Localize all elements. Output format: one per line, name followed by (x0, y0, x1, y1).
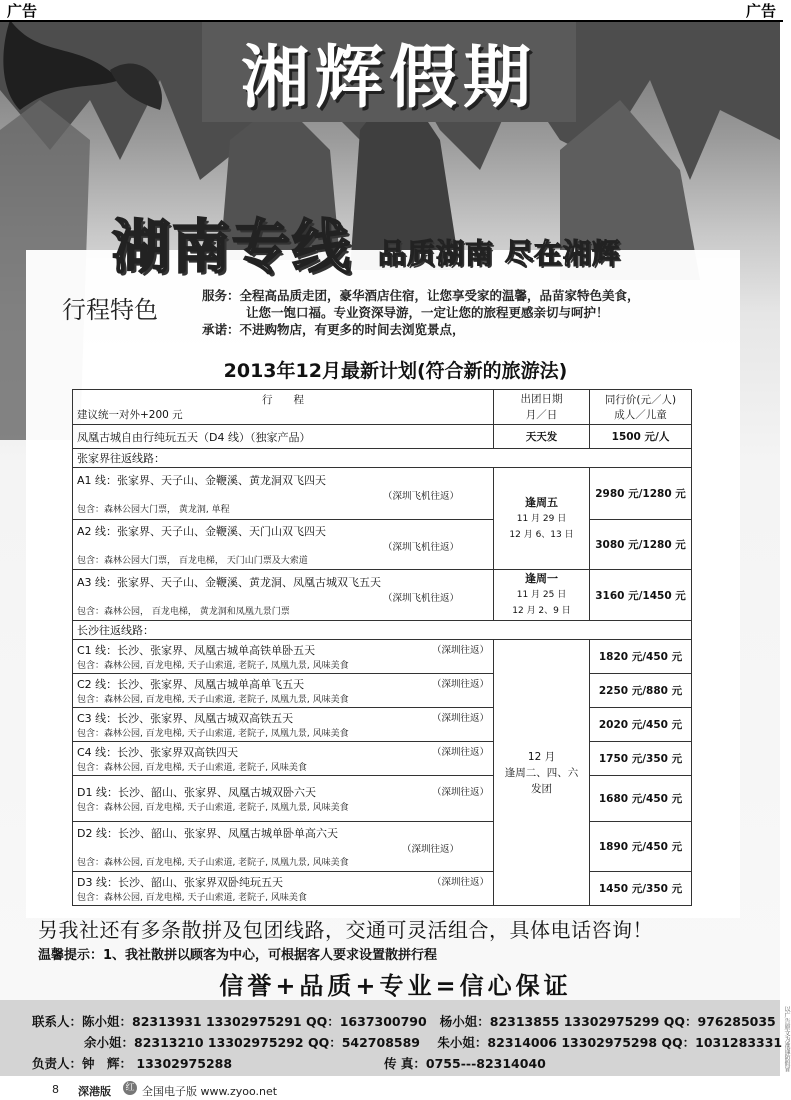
a1-price: 2980 元/1280 元 (590, 468, 692, 520)
c4-route: C4 线：长沙、张家界双高铁四天 （深圳往返） 包含：森林公园, 百龙电梯, 天子山索道, 老院子, 风味美食 (73, 742, 494, 776)
table-row (73, 425, 692, 449)
header-price: 同行价(元／人) 成人／儿童 (590, 390, 692, 425)
itinerary-table (72, 389, 692, 906)
a2-price: 3080 元/1280 元 (590, 520, 692, 570)
table-row (73, 570, 692, 621)
fenghuang-price: 1500 元/人 (590, 425, 692, 449)
header-note: 建议统一对外+200 元 (77, 409, 183, 421)
table-row (73, 674, 692, 708)
table-row (73, 776, 692, 822)
d1-route: D1 线：长沙、韶山、张家界、凤凰古城双卧六天 （深圳往返） 包含：森林公园, 百龙电梯, 天子山索道, 老院子, 凤凰九景, 风味美食 (73, 776, 494, 822)
warm-tip: 温馨提示：1、我社散拼以顾客为中心，可根据客人要求设置散拼行程 (38, 948, 438, 963)
d1-price: 1680 元/450 元 (590, 776, 692, 822)
contact-row-1: 联系人：陈小姐：82313931 13302975291 QQ：1637300790 杨小姐：82313855 13302975299 QQ：976285035 (32, 1014, 776, 1029)
zjj-section-label: 张家界往返线路： (73, 449, 692, 468)
side-note: 以广告原文为准谨防假冒 (783, 1006, 790, 1072)
service-line-2: 让您一饱口福。专业资深导游，一定让您的旅程更感亲切与呵护！ (246, 305, 609, 320)
table-row (73, 520, 692, 570)
table-row (73, 468, 692, 520)
page-number: 8 (52, 1083, 59, 1096)
ad-tag-right: 广告 (739, 0, 783, 22)
service-line-1: 服务：全程高品质走团，豪华酒店住宿，让您享受家的温馨，品苗家特色美食， (202, 288, 640, 303)
a3-route: A3 线：张家界、天子山、金鞭溪、黄龙洞、凤凰古城双飞五天 （深圳飞机往返） 包含：森林公园， 百龙电梯， 黄龙洞和凤凰九景门票 (73, 570, 494, 621)
table-row (73, 708, 692, 742)
c3-route: C3 线：长沙、张家界、凤凰古城双高铁五天 （深圳往返） 包含：森林公园, 百龙电梯, 天子山索道, 老院子, 凤凰九景, 风味美食 (73, 708, 494, 742)
d2-price: 1890 元/450 元 (590, 822, 692, 872)
d3-route: D3 线：长沙、韶山、张家界双卧纯玩五天 （深圳往返） 包含：森林公园, 百龙电梯, 天子山索道, 老院子, 风味美食 (73, 872, 494, 906)
contact-band (0, 1000, 783, 1076)
contact-row-2: 余小姐：82313210 13302975292 QQ：542708589 朱小姐：82314006 13302975298 QQ：1031283331 (84, 1035, 783, 1050)
table-row (73, 822, 692, 872)
section-row (73, 449, 692, 468)
extra-routes-note: 另我社还有多条散拼及包团线路，交通可灵活组合，具体电话咨询！ (38, 918, 653, 942)
c2-route: C2 线：长沙、张家界、凤凰古城单高单飞五天 （深圳往返） 包含：森林公园, 百龙电梯, 天子山索道, 老院子, 凤凰九景, 风味美食 (73, 674, 494, 708)
a3-price: 3160 元/1450 元 (590, 570, 692, 621)
c4-price: 1750 元/350 元 (590, 742, 692, 776)
c3-price: 2020 元/450 元 (590, 708, 692, 742)
c2-price: 2250 元/880 元 (590, 674, 692, 708)
a2-route: A2 线：张家界、天子山、金鞭溪、天门山双飞四天 （深圳飞机往返） 包含：森林公园大门票， 百龙电梯， 天门山门票及大索道 (73, 520, 494, 570)
slogan: 信誉+品质+专业=信心保证 (219, 971, 572, 1000)
brand-title: 湘辉假期 (240, 38, 537, 118)
headline-subtitle: 品质湖南 尽在湘辉 (378, 237, 621, 270)
promise-line: 承诺：不进购物店，有更多的时间去浏览景点， (202, 322, 465, 337)
features-label: 行程特色 (62, 296, 158, 324)
table-row (73, 640, 692, 674)
edition-label: 深港版 (78, 1085, 111, 1098)
headline: 湖南专线 (112, 213, 353, 281)
a12-date: 逢周五 11 月 29 日 12 月 6、13 日 (494, 468, 590, 570)
header-route: 行 程 建议统一对外+200 元 (73, 390, 494, 425)
section-row (73, 621, 692, 640)
website-label: 全国电子版 www.zyoo.net (142, 1085, 278, 1098)
table-row (73, 742, 692, 776)
d3-price: 1450 元/350 元 (590, 872, 692, 906)
brand-banner (202, 22, 576, 122)
header-date: 出团日期 月／日 (494, 390, 590, 425)
contact-row-3: 负责人：钟 辉： 13302975288 传 真：0755---82314040 (32, 1056, 546, 1071)
ad-tag-left: 广告 (0, 0, 44, 22)
a3-date: 逢周一 11 月 25 日 12 月 2、9 日 (494, 570, 590, 621)
plan-title: 2013年12月最新计划(符合新的旅游法) (223, 360, 568, 382)
d2-route: D2 线：长沙、韶山、张家界、凤凰古城单卧单高六天 （深圳往返） 包含：森林公园, 百龙电梯, 天子山索道, 老院子, 凤凰九景, 风味美食 (73, 822, 494, 872)
c1-route: C1 线：长沙、张家界、凤凰古城单高铁单卧五天 （深圳往返） 包含：森林公园, 百龙电梯, 天子山索道, 老院子, 凤凰九景, 风味美食 (73, 640, 494, 674)
table-header-row (73, 390, 692, 425)
c1-price: 1820 元/450 元 (590, 640, 692, 674)
footer (0, 1076, 780, 1100)
table-row (73, 872, 692, 906)
service-description (202, 287, 742, 338)
fenghuang-date: 天天发 (494, 425, 590, 449)
red-badge-icon: 红 (123, 1081, 137, 1095)
fenghuang-title: 凤凰古城自由行纯玩五天（D4 线）（独家产品） (73, 425, 494, 449)
cs-section-label: 长沙往返线路： (73, 621, 692, 640)
a1-route: A1 线：张家界、天子山、金鞭溪、黄龙洞双飞四天 （深圳飞机往返） 包含：森林公园大门票， 黄龙洞, 单程 (73, 468, 494, 520)
cs-date: 12 月 逢周二、四、六 发团 (494, 640, 590, 906)
